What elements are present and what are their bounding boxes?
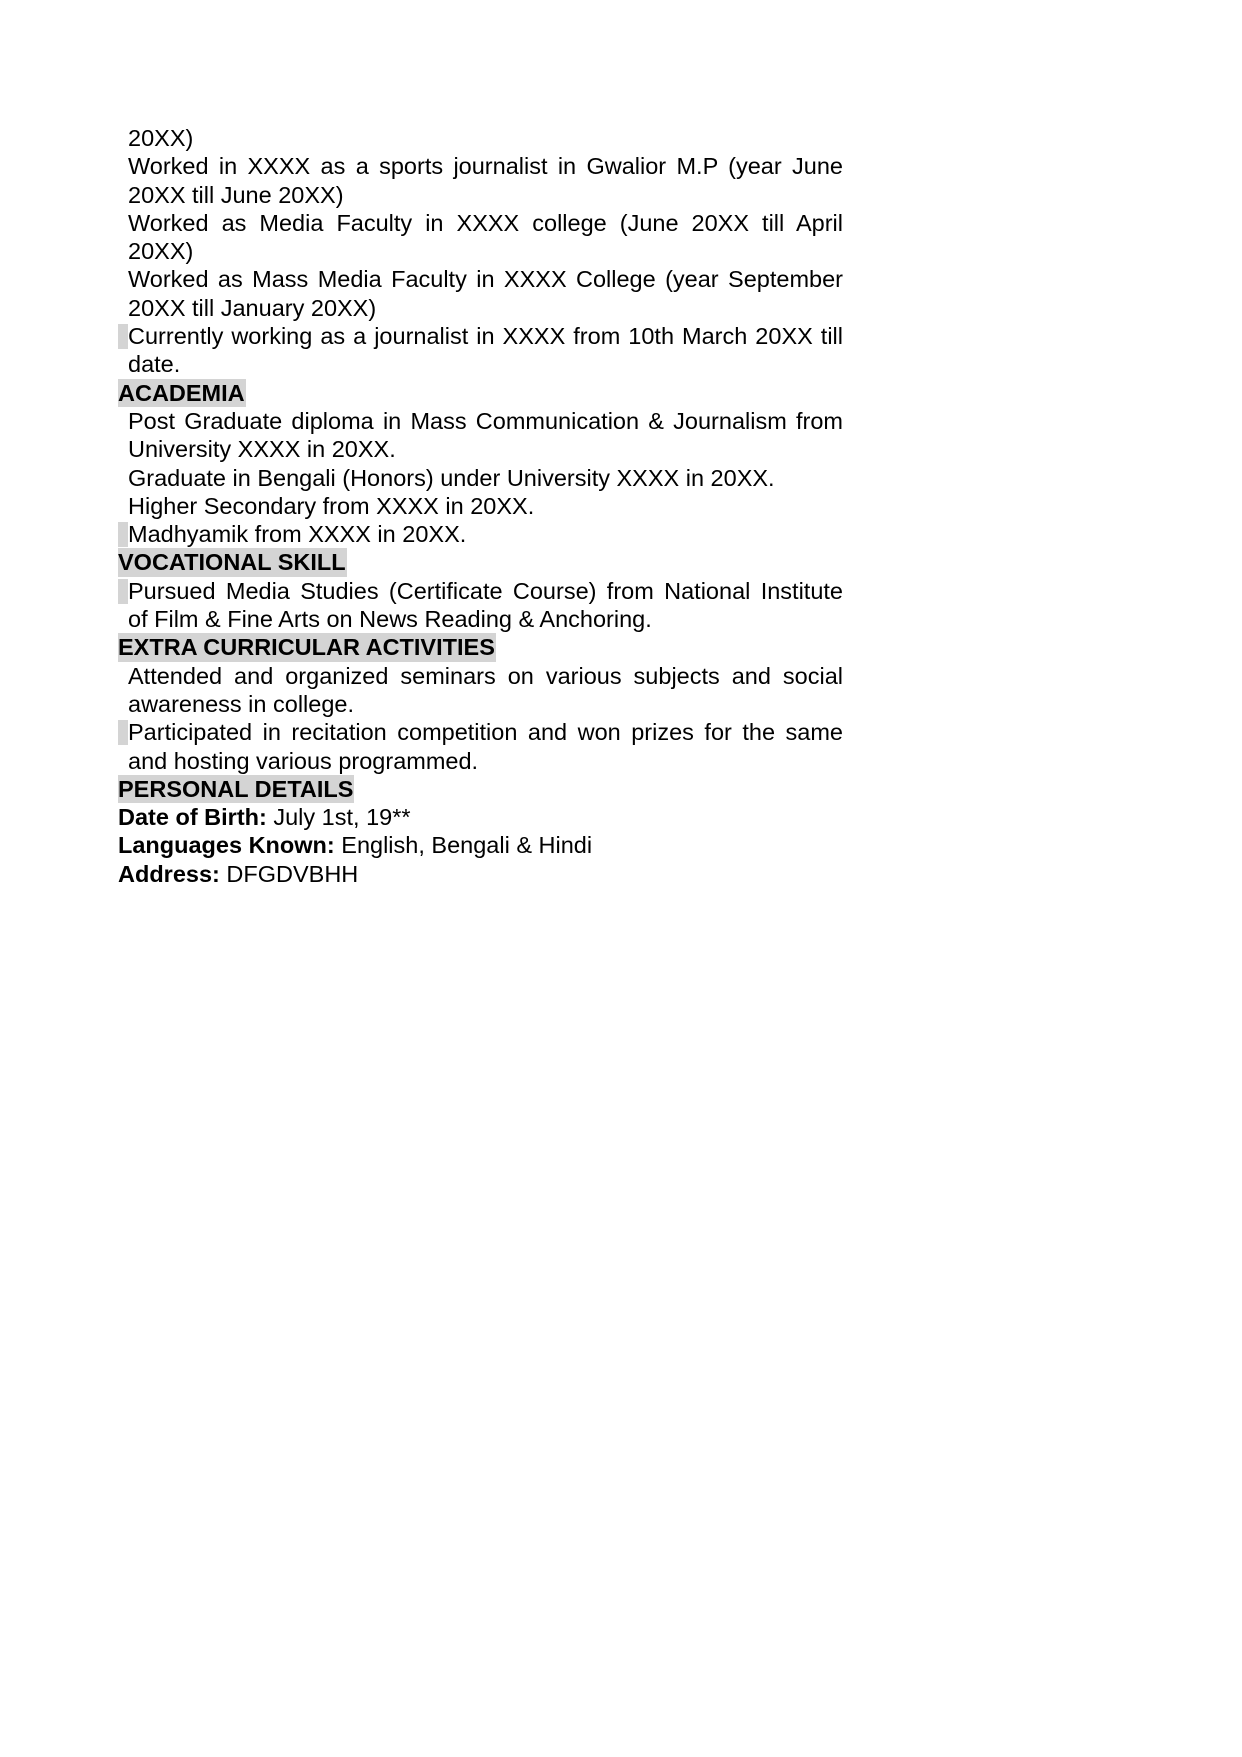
experience-item — [118, 152, 843, 209]
personal-details-section — [118, 775, 843, 888]
experience-item — [118, 124, 843, 152]
academia-line: Higher Secondary from XXXX in 20XX. — [128, 492, 535, 519]
extra-curricular-item — [118, 662, 843, 719]
languages-row — [118, 831, 843, 859]
vocational-item — [118, 577, 843, 634]
extra-curricular-item — [118, 718, 843, 775]
address-value: DFGDVBHH — [219, 860, 359, 887]
experience-line: 20XX) — [128, 125, 194, 151]
personal-details-heading: PERSONAL DETAILS — [118, 775, 354, 802]
languages-value: English, Bengali & Hindi — [334, 832, 593, 859]
academia-line: Post Graduate diploma in Mass Communication & Journalism from — [128, 407, 843, 434]
vocational-section — [118, 548, 843, 633]
experience-line: Worked as Mass Media Faculty in XXXX College (year September — [128, 266, 843, 293]
experience-line: Worked in XXXX as a sports journalist in Gwalior M.P (year June — [128, 153, 843, 180]
academia-item — [118, 492, 843, 520]
extra-curricular-line: Attended and organized seminars on various subjects and social — [128, 662, 843, 689]
address-label: Address: — [118, 860, 220, 887]
extra-curricular-heading: EXTRA CURRICULAR ACTIVITIES — [118, 634, 495, 661]
academia-item — [118, 520, 843, 548]
academia-item — [118, 407, 843, 464]
dob-row — [118, 803, 843, 831]
academia-section — [118, 379, 843, 549]
vocational-line: Pursued Media Studies (Certificate Course) from National Institute — [118, 577, 843, 605]
academia-line: Graduate in Bengali (Honors) under University XXXX in 20XX. — [128, 464, 775, 491]
experience-section — [118, 124, 843, 379]
dob-label: Date of Birth: — [118, 804, 267, 831]
experience-item — [118, 209, 843, 266]
academia-item — [118, 464, 843, 492]
vocational-heading: VOCATIONAL SKILL — [118, 549, 346, 576]
experience-line: date. — [128, 351, 181, 378]
academia-line: Madhyamik from XXXX in 20XX. — [118, 520, 843, 548]
extra-curricular-line: awareness in college. — [128, 690, 354, 717]
address-row — [118, 860, 843, 888]
experience-line: 20XX till June 20XX) — [128, 181, 344, 208]
experience-line: 20XX till January 20XX) — [128, 294, 377, 321]
resume-page — [118, 124, 843, 888]
languages-label: Languages Known: — [118, 832, 335, 859]
extra-curricular-section — [118, 633, 843, 774]
academia-line: University XXXX in 20XX. — [128, 436, 396, 463]
experience-item — [118, 265, 843, 322]
dob-value: July 1st, 19** — [266, 804, 411, 831]
experience-item — [118, 322, 843, 379]
experience-line: Currently working as a journalist in XXXX from 10th March 20XX till — [118, 322, 843, 350]
academia-heading: ACADEMIA — [118, 379, 245, 406]
experience-line: Worked as Media Faculty in XXXX college (June 20XX till April — [128, 209, 843, 236]
extra-curricular-line: and hosting various programmed. — [128, 747, 479, 774]
vocational-line: of Film & Fine Arts on News Reading & Anchoring. — [128, 606, 652, 633]
extra-curricular-line: Participated in recitation competition and won prizes for the same — [118, 718, 843, 746]
experience-line: 20XX) — [128, 238, 194, 265]
